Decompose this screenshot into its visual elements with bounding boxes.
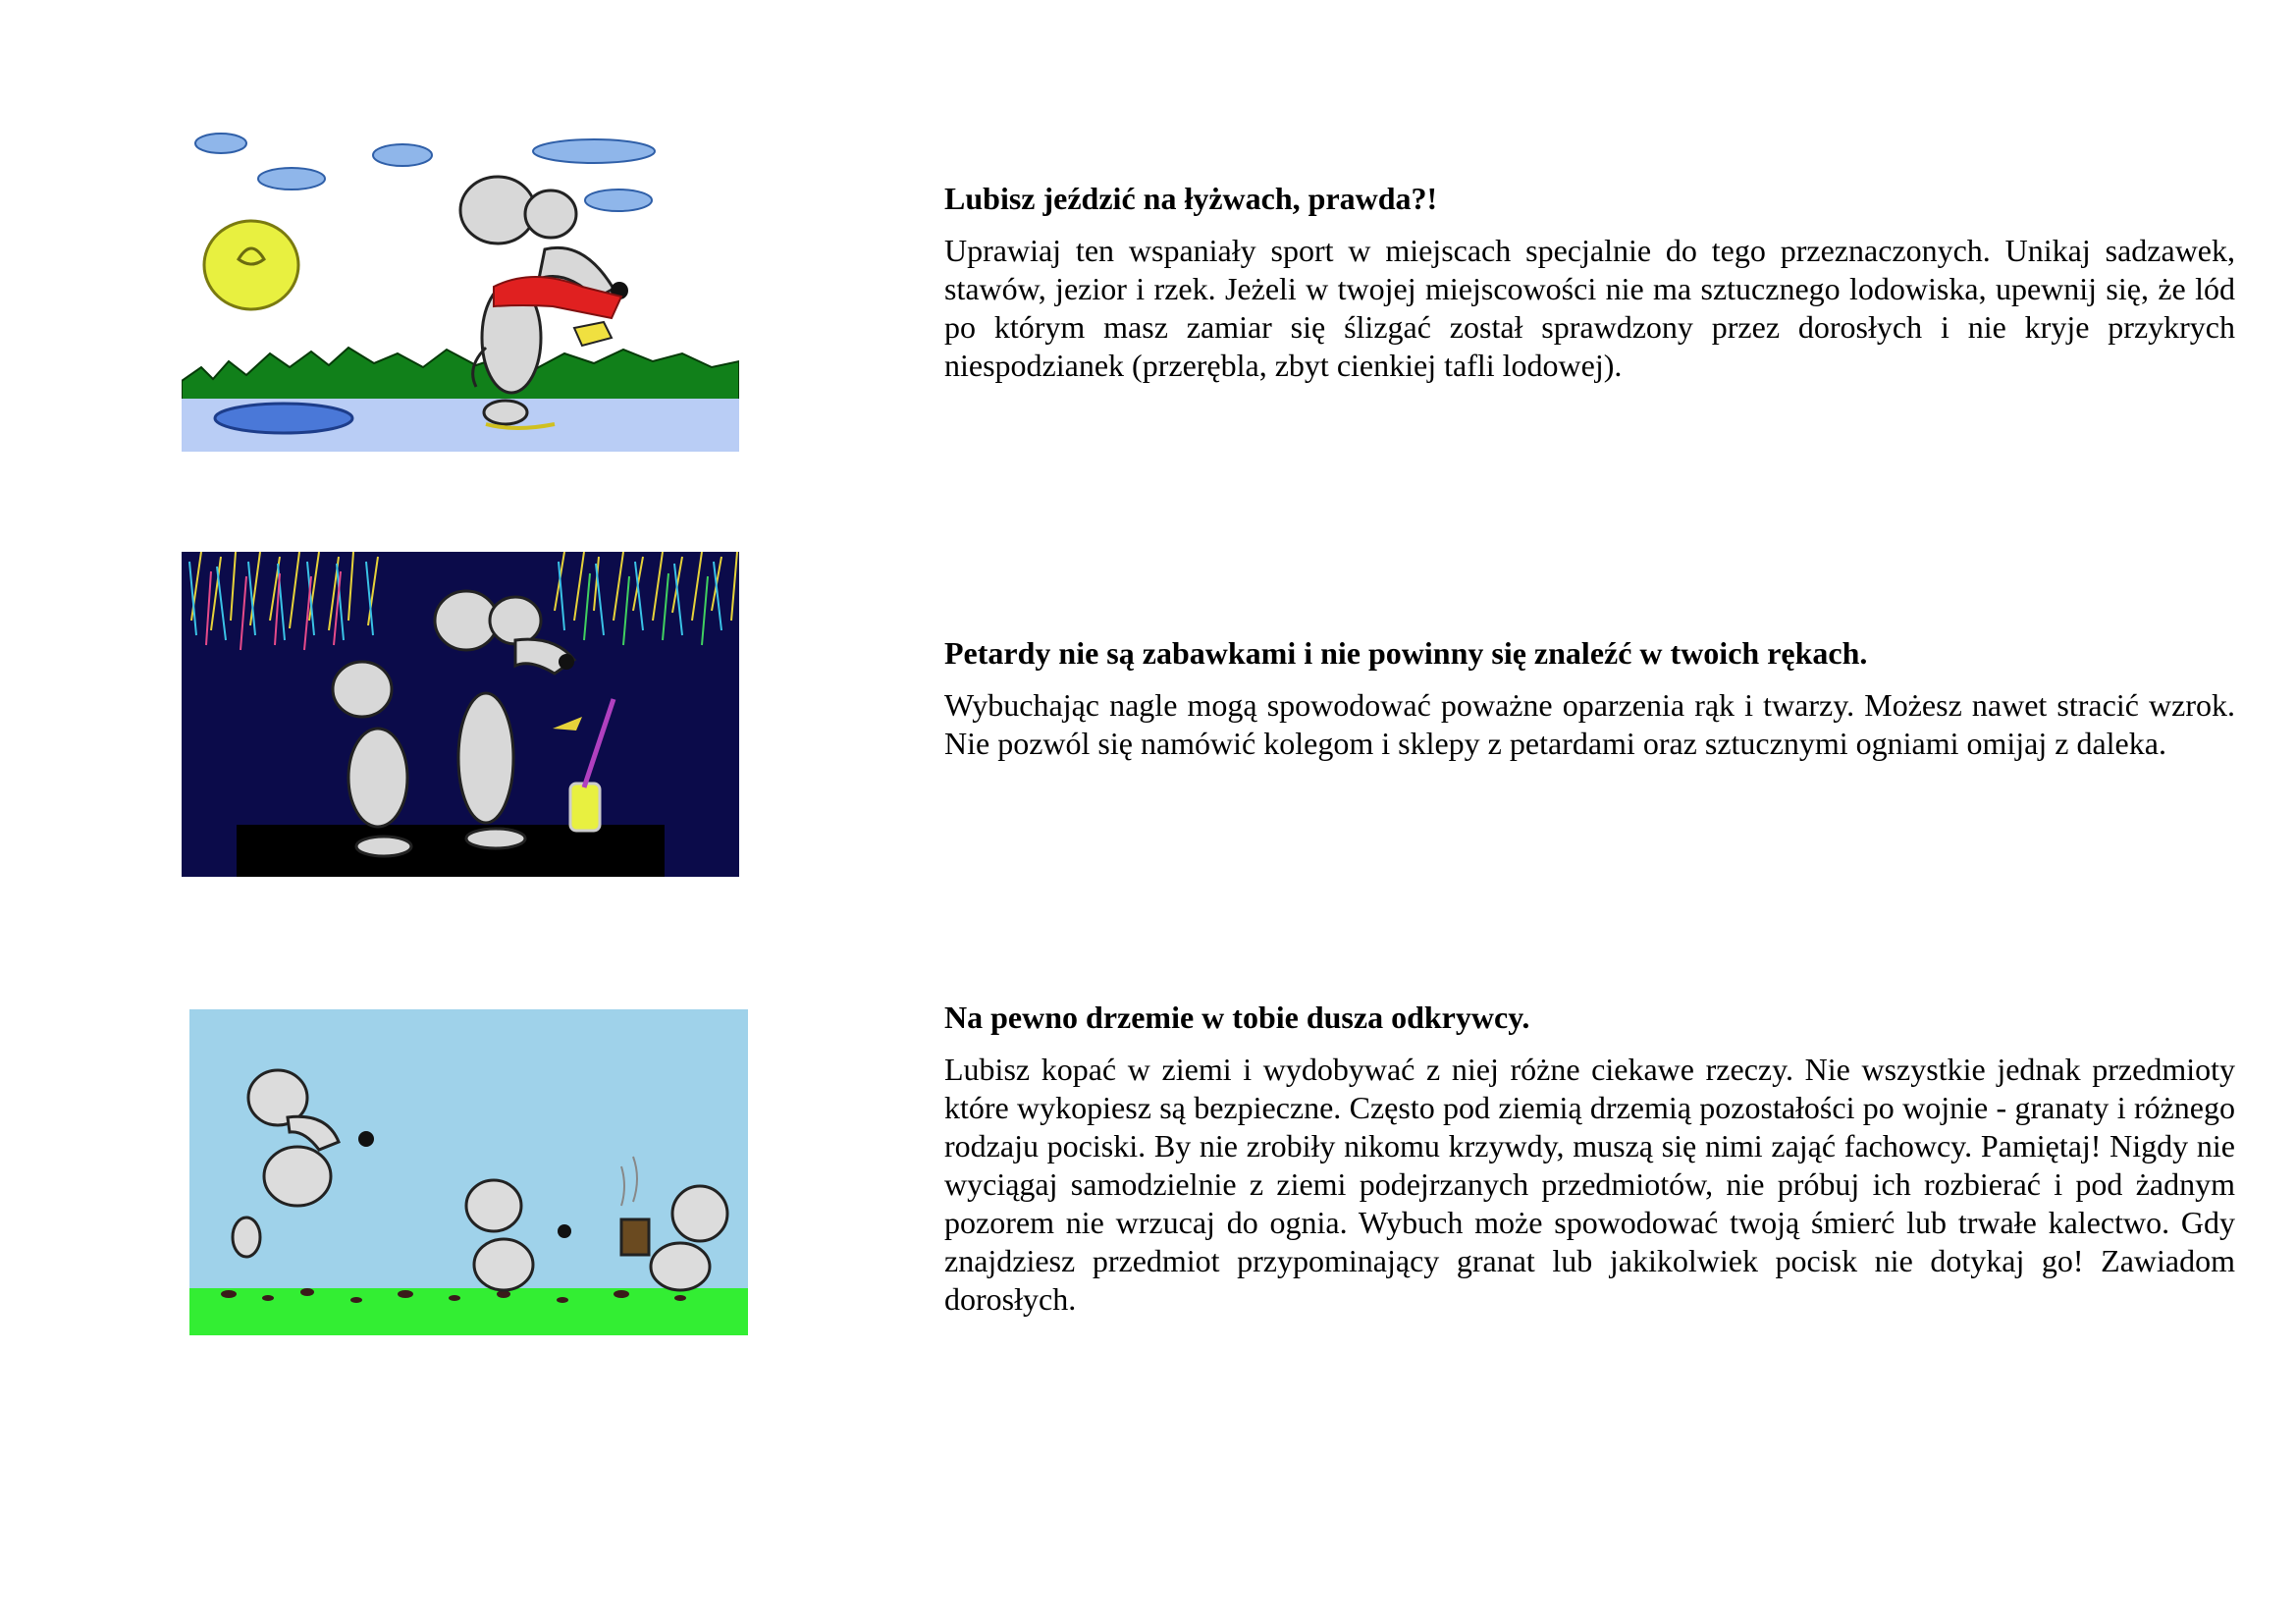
section-heading: Petardy nie są zabawkami i nie powinny się znaleźć w twoich rękach. [944,635,1868,671]
section-body: Wybuchając nagle mogą spowodować poważne oparzenia rąk i twarzy. Możesz nawet stracić wzrok. Nie pozwól się namówić kolegom i sklepy z petardami oraz sztucznymi ogniami omijaj z daleka. [944,687,2235,761]
section-body: Lubisz kopać w ziemi i wydobywać z niej różne ciekawe rzeczy. Nie wszystkie jednak przedmioty które wykopiesz są bezpieczne. Często pod ziemią drzemią pozostałości po wojnie - granaty i różnego rodzaju pociski. By nie zrobiły nikomu krzywdy, muszą się nimi zająć fachowcy. Pamiętaj! Nigdy nie wyciągaj samodzielnie z ziemi podejrzanych przedmiotów, nie próbuj ich rozbierać i pod żadnym pozorem nie wrzucaj do ognia. Wybuch może spowodować twoją śmierć lub trwałe kalectwo. Gdy znajdziesz przedmiot przypominający granat lub jakikolwiek pocisk nie dotykaj go! Zawiadom dorosłych. [944,1052,2235,1317]
section-explorer [944,998,2235,1319]
section-petards [944,633,2235,763]
section-body: Uprawiaj ten wspaniały sport w miejscach specjalnie do tego przeznaczonych. Unikaj sadzawek, stawów, jezior i rzek. Jeżeli w twojej miejscowości nie ma sztucznego lodowiska, upewnij się, że lód po którym masz zamiar się ślizgać został sprawdzony przez dorosłych i nie kryje przykrych niespodzianek (przerębla, zbyt cienkiej tafli lodowej). [944,233,2235,383]
section-heading: Na pewno drzemie w tobie dusza odkrywcy. [944,1000,1530,1035]
fireworks-illustration [182,552,739,877]
section-skating [944,179,2235,385]
skating-illustration [182,122,739,452]
section-heading: Lubisz jeździć na łyżwach, prawda?! [944,181,1438,216]
digging-illustration [189,1009,748,1335]
